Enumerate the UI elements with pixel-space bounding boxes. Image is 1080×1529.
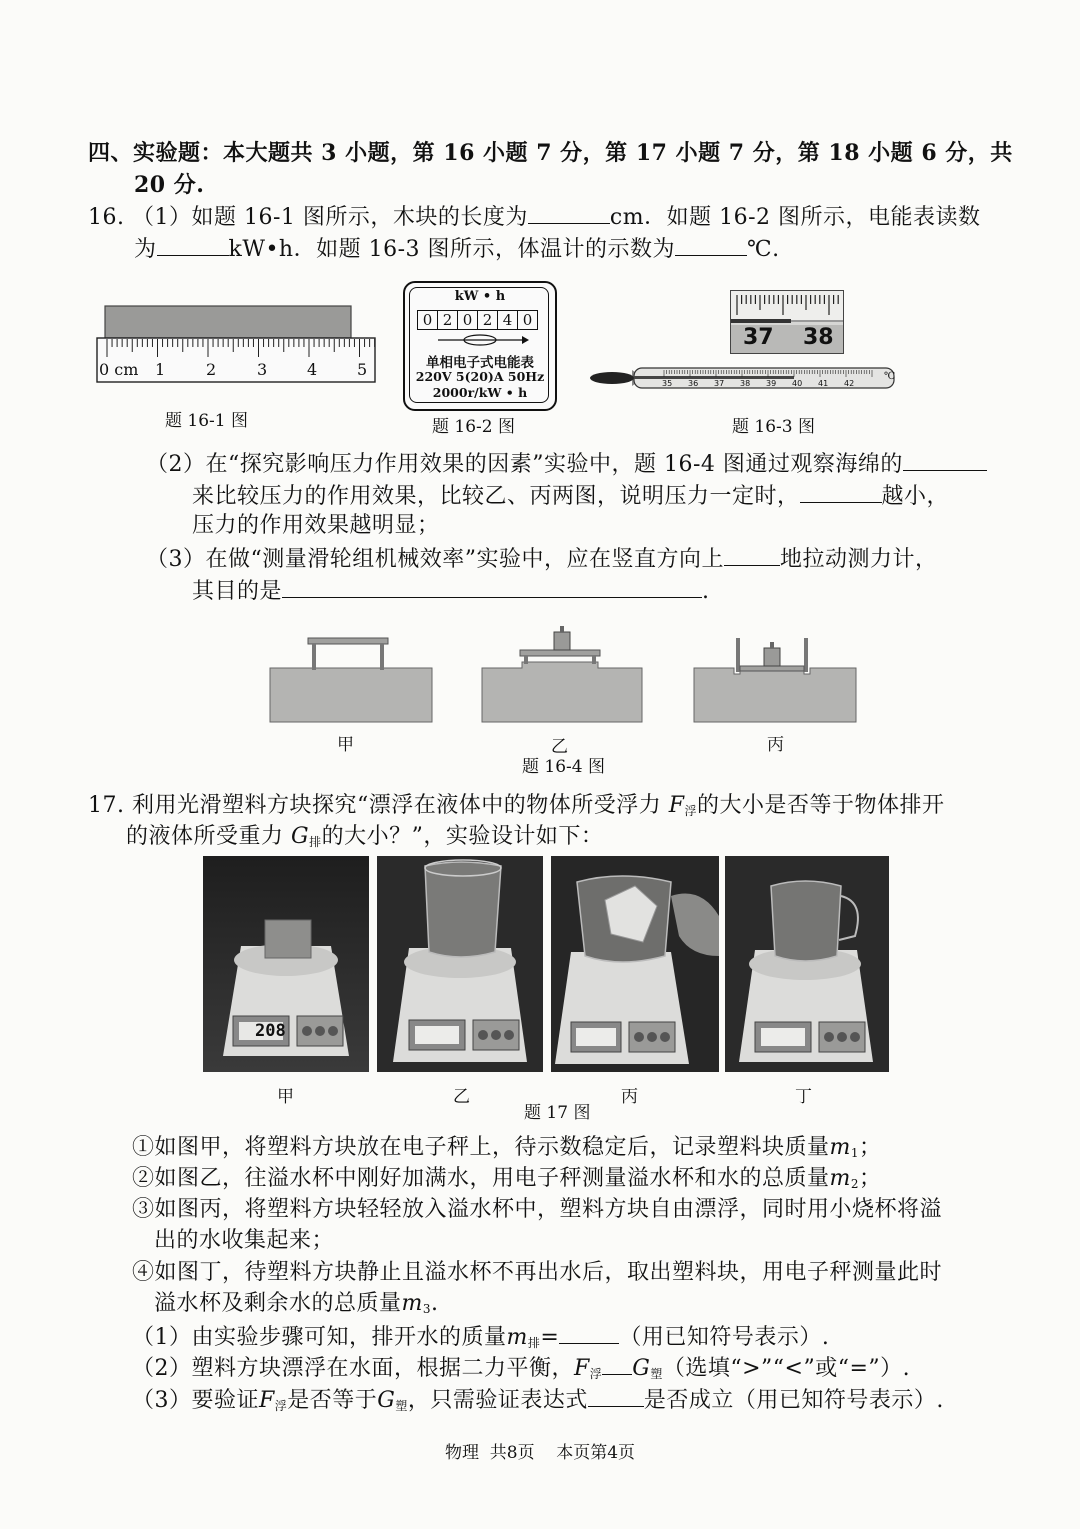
q16-part3-line2 [192,575,710,607]
q16-p3-text-b: 地拉动测力计， [780,547,938,572]
thermo-scale-label: 41 [818,379,829,388]
sub2-sub-fu: 浮 [589,1367,603,1381]
meter-digit: 2 [478,311,498,329]
ruler-figure [95,300,377,390]
sub3-sub-su: 塑 [395,1399,408,1413]
photo-yi-svg [377,856,543,1072]
q17-symbol-G: G [291,824,310,849]
meter-digit: 0 [458,311,478,329]
fig16-4-label-yi: 乙 [551,737,568,757]
q16-p3-text-a: （3）在做“测量滑轮组机械效率”实验中，应在竖直方向上 [146,547,724,572]
answer-blank-meter[interactable] [157,233,229,256]
step4-symbol: m [401,1291,423,1316]
q16-part1-line1 [88,201,981,233]
step1-text: ①如图甲，将塑料方块放在电子秤上，待示数稳定后，记录塑料块质量 [132,1135,830,1160]
sub2-symbol-F: F [574,1356,590,1381]
ruler-label-2: 2 [206,360,217,379]
q16-number: 16. [88,205,125,230]
photo-label-bing: 丙 [621,1087,638,1107]
fig16-4-label-bing: 丙 [767,735,784,755]
wood-block [105,306,351,338]
answer-blank-expression[interactable] [588,1384,644,1407]
sub3-text-b: ，只需验证表达式 [407,1388,588,1413]
sponge-setup-jia [270,638,432,722]
step4-end: . [431,1291,439,1316]
meter-spec2: 2000r/kW • h [432,385,528,400]
photo-label-jia: 甲 [277,1087,294,1107]
ruler-label-5: 5 [357,360,368,379]
thermometer [586,360,906,396]
sub3-symbol-G: G [377,1388,396,1413]
step1-end: ； [859,1135,882,1160]
thermo-scale-label: 35 [662,379,673,388]
step4-sub: 3 [422,1302,432,1316]
sub3-text-c: 是否成立（用已知符号表示）. [643,1388,944,1413]
step2-symbol: m [829,1166,851,1191]
answer-blank-area[interactable] [800,480,882,503]
photo-ding-svg [725,856,889,1072]
sub3-text: （3）要验证 [132,1388,259,1413]
sponge-figure [268,624,858,724]
thermo-scale [662,379,870,388]
sub1-eq: = [540,1325,560,1350]
sub3-symbol-F: F [259,1388,275,1413]
thermo-scale-label: 38 [740,379,751,388]
q16-part2-line1 [146,448,987,480]
sub3-sub-fu: 浮 [274,1399,288,1413]
sub1-symbol: m [506,1325,528,1350]
section-header-line2: 20 分. [134,172,205,198]
step2-sub: 2 [850,1177,860,1191]
photo-bing [551,856,719,1072]
fig16-4-label-jia: 甲 [337,735,354,755]
q17-sub-fu: 浮 [684,804,698,818]
step2-end: ； [859,1166,882,1191]
answer-blank-length[interactable] [528,201,610,224]
thermometer-svg [586,360,906,396]
q17-step3-line2: 出的水收集起来； [154,1228,335,1253]
meter-digit: 0 [522,311,533,329]
sub2-symbol-G: G [632,1356,651,1381]
q16-part1-line2 [134,233,780,265]
photo-yi [377,856,543,1072]
meter-dial-icon [405,333,555,351]
q16-p1-text-e: ℃. [747,237,780,262]
q17-step4-line1: ④如图丁，待塑料方块静止且溢水杯不再出水后，取出塑料块，用电子秤测量此时 [132,1260,943,1285]
fig16-3-caption: 题 16-3 图 [732,417,815,437]
page-footer: 物理 共8页 本页第4页 [444,1443,636,1463]
answer-blank-pull[interactable] [724,543,780,566]
q16-part3-line1 [146,543,938,575]
photo-bing-svg [551,856,719,1072]
q16-p1-text-d: kW•h．如题 16-3 图所示，体温计的示数为 [228,237,676,262]
fig16-1-caption: 题 16-1 图 [165,411,248,431]
q17-step3-line1: ③如图丙，将塑料方块轻轻放入溢水杯中，塑料方块自由漂浮，同时用小烧杯将溢 [132,1197,943,1222]
meter-name: 单相电子式电能表 [426,355,534,371]
q16-p2-text-a: （2）在“探究影响压力作用效果的因素”实验中，题 16-4 图通过观察海绵的 [146,452,903,477]
q16-part2-line3: 压力的作用效果越明显； [192,513,440,538]
q17-number: 17. [88,793,125,818]
q17-intro-d: 的大小？”，实验设计如下： [321,824,604,849]
meter-digit: 4 [498,311,518,329]
step4-text: 溢水杯及剩余水的总质量 [154,1291,402,1316]
answer-blank-displaced-mass[interactable] [559,1321,619,1344]
answer-blank-sponge[interactable] [903,448,987,471]
thermo-unit: ℃ [884,371,896,382]
meter-unit: kW • h [454,289,506,304]
section-header-line1: 四、实验题：本大题共 3 小题，第 16 小题 7 分，第 17 小题 7 分，第 18 小题 6 分，共 [88,140,1013,166]
energy-meter [403,281,557,411]
q16-p1-text-a: （1）如题 16-1 图所示，木块的长度为 [132,205,528,230]
photo-label-ding: 丁 [795,1087,812,1107]
q16-p1-text-b: cm．如题 16-2 图所示，电能表读数 [609,205,981,230]
thermo-scale-label: 42 [844,379,855,388]
q16-p2-text-c: 越小， [881,484,950,509]
step1-sub: 1 [850,1146,860,1160]
photo-label-yi: 乙 [453,1087,470,1107]
ruler-label-0: 0 cm [99,360,139,379]
meter-digit: 0 [418,311,438,329]
q17-intro-a: 利用光滑塑料方块探究“漂浮在液体中的物体所受浮力 [132,793,662,818]
q16-part2-line2 [192,480,949,512]
q17-step2 [132,1164,882,1199]
meter-spec1: 220V 5(20)A 50Hz [415,369,545,384]
answer-blank-thermometer[interactable] [675,233,747,256]
thermometer-zoom [730,290,844,354]
meter-digit: 2 [438,311,458,329]
ruler-label-4: 4 [307,360,318,379]
q17-intro-line2 [126,822,603,857]
step1-symbol: m [829,1135,851,1160]
fig17-caption: 题 17 图 [524,1103,591,1123]
photo-ding [725,856,889,1072]
sub1-sub: 排 [527,1336,541,1350]
q16-p3-text-d: . [702,579,710,604]
ruler-label-1: 1 [155,360,166,379]
q17-sub3 [132,1384,944,1421]
sponge-setup-bing [694,638,856,722]
photo-jia [203,856,369,1072]
fig16-4-caption: 题 16-4 图 [522,757,605,777]
ruler-label-3: 3 [257,360,268,379]
q16-p3-text-c: 其目的是 [192,579,283,604]
sponge-setup-yi [482,626,642,722]
answer-blank-purpose[interactable] [282,575,702,598]
meter-disc-icon [430,333,530,347]
photo-jia-svg [203,856,369,1072]
sub2-sub-su: 塑 [650,1367,663,1381]
answer-blank-compare[interactable] [602,1352,632,1375]
q16-p1-text-c: 为 [134,237,157,262]
step2-text: ②如图乙，往溢水杯中刚好加满水，用电子秤测量溢水杯和水的总质量 [132,1166,830,1191]
zoom-label-37: 37 [743,325,774,350]
zoom-label-38: 38 [803,325,834,350]
ruler-body [97,338,375,382]
sub2-text-b: （选填“>”“<”或“=”）. [662,1356,911,1381]
q17-intro-b: 的大小是否等于物体排开 [697,793,945,818]
thermo-scale-label: 40 [792,379,803,388]
q16-p2-text-b: 来比较压力的作用效果，比较乙、丙两图，说明压力一定时， [192,484,800,509]
sub3-mid: 是否等于 [287,1388,378,1413]
q17-symbol-F: F [668,793,685,818]
fig16-2-caption: 题 16-2 图 [432,417,515,437]
meter-digits [417,310,538,330]
q17-intro-c: 的液体所受重力 [126,824,284,849]
sub1-text: （1）由实验步骤可知，排开水的质量 [132,1325,507,1350]
q17-intro-line1 [88,791,945,826]
sub1-text-b: （用已知符号表示）. [619,1325,830,1350]
sponge-svg [268,624,858,724]
q17-step1 [132,1133,882,1168]
q17-step4-line2 [154,1289,439,1324]
thermo-scale-label: 36 [688,379,699,388]
q17-sub-pai: 排 [309,835,322,849]
thermo-scale-label: 37 [714,379,725,388]
thermo-scale-label: 39 [766,379,777,388]
sub2-text: （2）塑料方块漂浮在水面，根据二力平衡， [132,1356,574,1381]
scale-reading: 208 [255,1021,286,1041]
